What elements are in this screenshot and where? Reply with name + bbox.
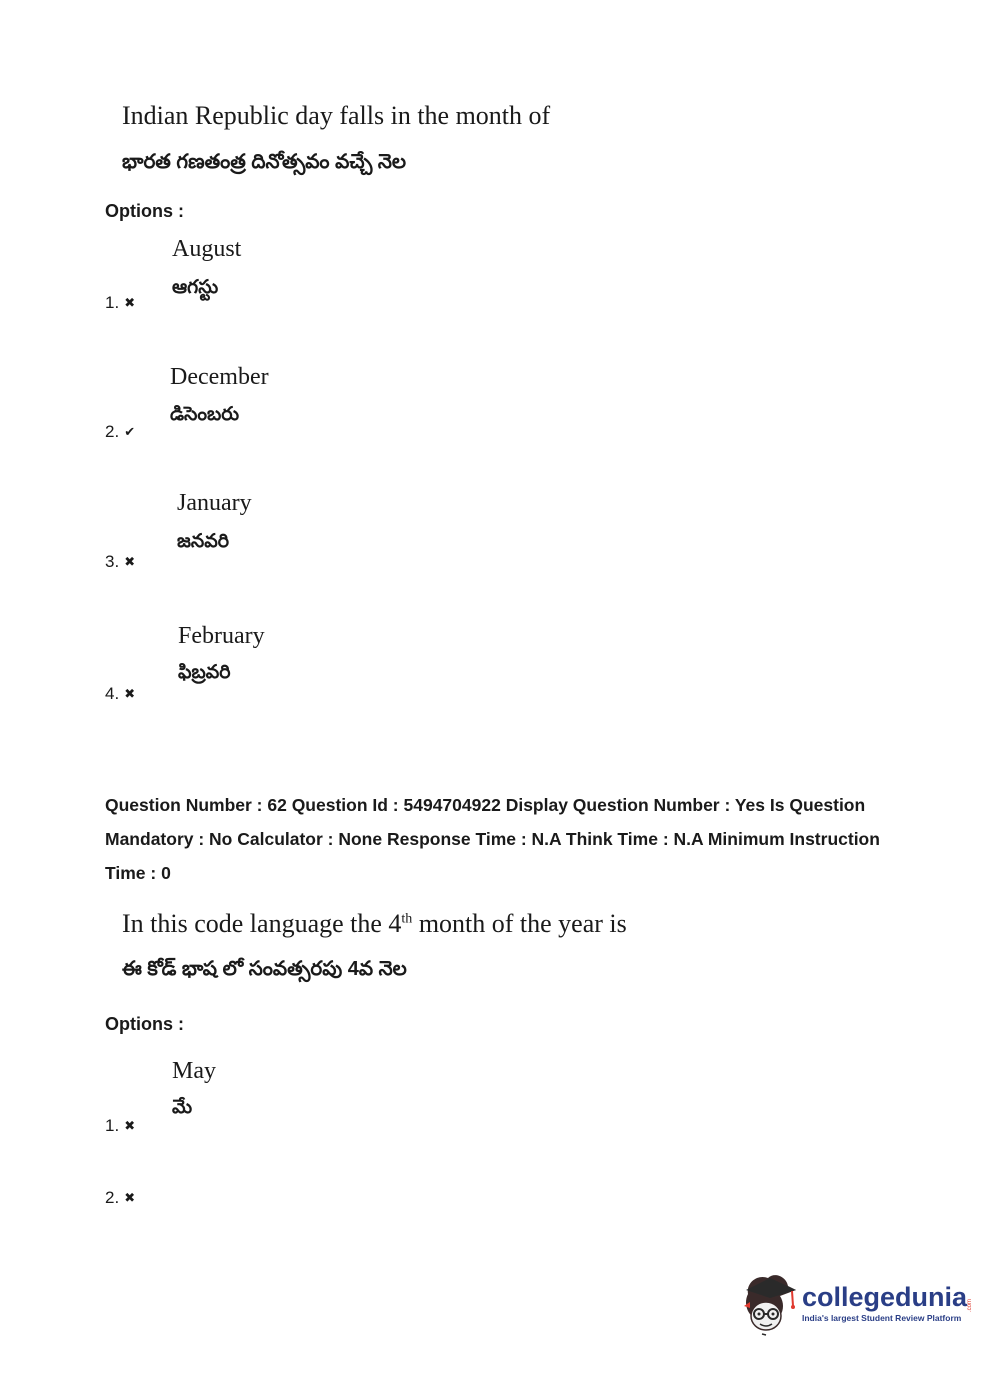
question-text-te: ఈ కోడ్ భాష లో సంవత్సరపు 4వ నెల (122, 958, 407, 980)
metadata-line: Question Number : 62 Question Id : 5494704922 Display Question Number : Yes Is Question (105, 795, 866, 815)
option-number (105, 684, 135, 704)
option-text-en: December (170, 364, 269, 390)
cross-icon: ✖ (124, 1190, 136, 1205)
metadata-line: Mandatory : No Calculator : None Response Time : N.A Think Time : N.A Minimum Instruction (105, 829, 880, 849)
logo-name: collegedunia (802, 1281, 968, 1312)
student-mascot-icon (740, 1272, 798, 1338)
option-number (105, 422, 135, 442)
option-text-en: May (172, 1058, 216, 1084)
option-text-en: August (172, 236, 242, 262)
question-text-te: భారత గణతంత్ర దినోత్సవం వచ్చే నెల (122, 151, 407, 173)
collegedunia-logo (740, 1272, 973, 1338)
option-text-te: జనవరి (177, 531, 230, 552)
option-text-te: డిసెంబరు (170, 404, 240, 425)
option-text-te: మే (172, 1097, 193, 1118)
question-text-part: month of the year is (412, 909, 627, 938)
option-number-label: 1. (105, 293, 120, 312)
option-text-en: January (177, 490, 252, 516)
logo-name-row (802, 1282, 973, 1313)
option-text-te: ఫిబ్రవరి (178, 662, 231, 683)
option-number (105, 1116, 135, 1136)
question-text-en (122, 909, 627, 939)
option-number-label: 2. (105, 422, 120, 441)
cross-icon: ✖ (124, 686, 136, 701)
question-metadata (105, 788, 925, 890)
logo-suffix: .com (967, 1299, 974, 1313)
option-number (105, 552, 135, 572)
question-text-en: Indian Republic day falls in the month of (122, 101, 551, 130)
superscript: th (401, 911, 413, 927)
option-text-te: ఆగస్టు (172, 277, 219, 298)
cross-icon: ✖ (124, 554, 136, 569)
option-number (105, 1188, 135, 1208)
metadata-line: Time : 0 (105, 863, 171, 883)
question-text-part: In this code language the 4 (122, 909, 402, 938)
option-number-label: 2. (105, 1188, 120, 1207)
option-number-label: 3. (105, 552, 120, 571)
check-icon: ✔ (124, 424, 136, 439)
option-text-en: February (178, 623, 265, 649)
logo-text-block (802, 1282, 973, 1323)
options-label: Options : (105, 201, 184, 221)
cross-icon: ✖ (124, 1118, 136, 1133)
option-number-label: 4. (105, 684, 120, 703)
option-number (105, 293, 135, 313)
options-label: Options : (105, 1014, 184, 1034)
option-number-label: 1. (105, 1116, 120, 1135)
cross-icon: ✖ (124, 295, 136, 310)
logo-tagline: India's largest Student Review Platform (802, 1312, 962, 1323)
